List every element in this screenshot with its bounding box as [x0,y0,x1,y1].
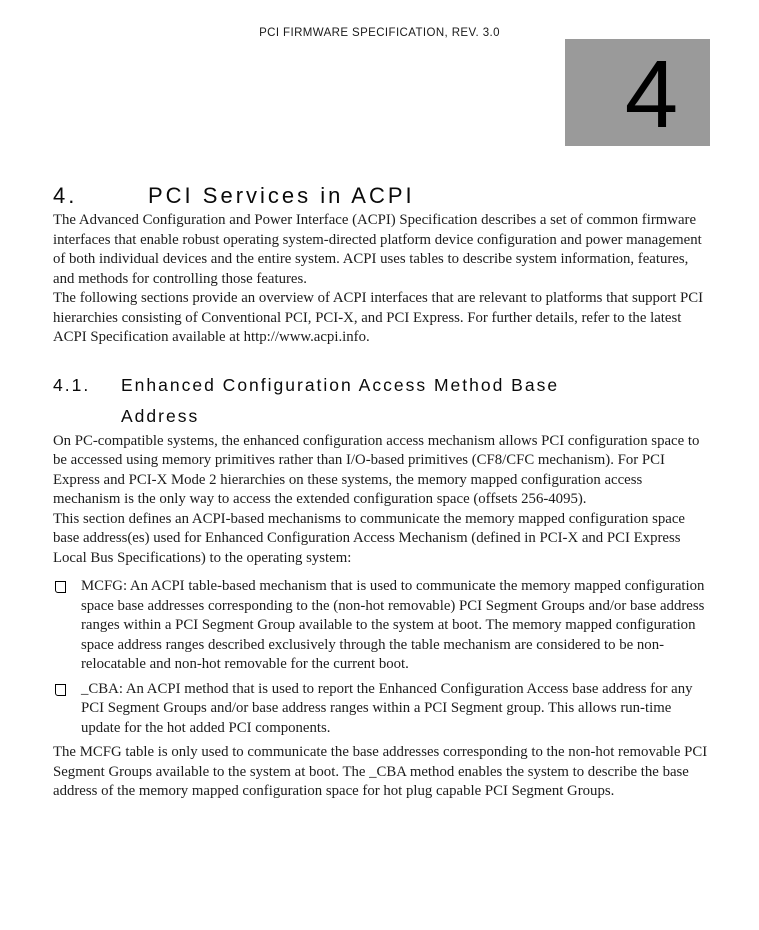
list-item-text: _CBA: An ACPI method that is used to report the Enhanced Configuration Access base address for any PCI Segment Groups and/or base address ranges within a PCI Segment group. This allows run-time update for the hot added PCI components. [81,680,693,736]
checkbox-bullet-icon [55,581,66,593]
intro-paragraph-1: The Advanced Configuration and Power Interface (ACPI) Specification describes a set of common firmware interfaces that enable robust operating system-directed platform device configuration and power management of both individual devices and the entire system. ACPI uses tables to describe system information, features, and methods for controlling those features. [53,212,702,287]
chapter-number: 4 [624,40,679,148]
closing-paragraph: The MCFG table is only used to communicate the base addresses corresponding to the non-hot removable PCI Segment Groups available to the system at boot. The _CBA method enables the system to describe the base address of the memory mapped configuration space for hot plug capable PCI Segment Groups. [53,744,708,799]
chapter-heading [53,181,708,211]
section-heading [53,370,708,432]
list-item [53,680,708,739]
bullet-list [53,577,708,738]
chapter-number-tab [565,39,710,146]
chapter-heading-number: 4. [53,183,78,208]
running-header: PCI FIRMWARE SPECIFICATION, REV. 3.0 [259,27,500,39]
list-item [53,577,708,675]
section-heading-number: 4.1. [53,374,91,395]
page-content [0,181,759,802]
section-paragraph-2: This section defines an ACPI-based mechanisms to communicate the memory mapped configuration space base address(es) used for Enhanced Configuration Access Mechanism (defined in PCI-X and PCI Express Local Bus Specifications) to the operating system: [53,510,685,566]
list-item-text: MCFG: An ACPI table-based mechanism that is used to communicate the memory mapped configuration space base addresses corresponding to the (non-hot removable) PCI Segment Groups and/or base address ranges within a PCI Segment Group available to the system at boot. The memory mapped configuration space address ranges described exclusively through the table mechanism are considered to be non-relocatable and non-hot removable for the current boot. [81,578,705,672]
chapter-heading-title: PCI Services in ACPI [148,183,415,208]
section-paragraph-1: On PC-compatible systems, the enhanced configuration access mechanism allows PCI configuration space to be accessed using memory primitives rather than I/O-based primitives (CF8/CFC mechanism). For PCI Express and PCI-X Mode 2 hierarchies on these systems, the memory mapped configuration access mechanism is the only way to access the extended configuration space (offsets 256-4095). [53,432,700,507]
intro-paragraph-2: The following sections provide an overview of ACPI interfaces that are relevant to platforms that support PCI hierarchies consisting of Conventional PCI, PCI-X, and PCI Express. For further details, refer to the latest ACPI Specification available at http://www.acpi.info. [53,290,704,345]
checkbox-bullet-icon [55,684,66,696]
section-heading-title: Enhanced Configuration Access Method Base Address [121,374,560,426]
